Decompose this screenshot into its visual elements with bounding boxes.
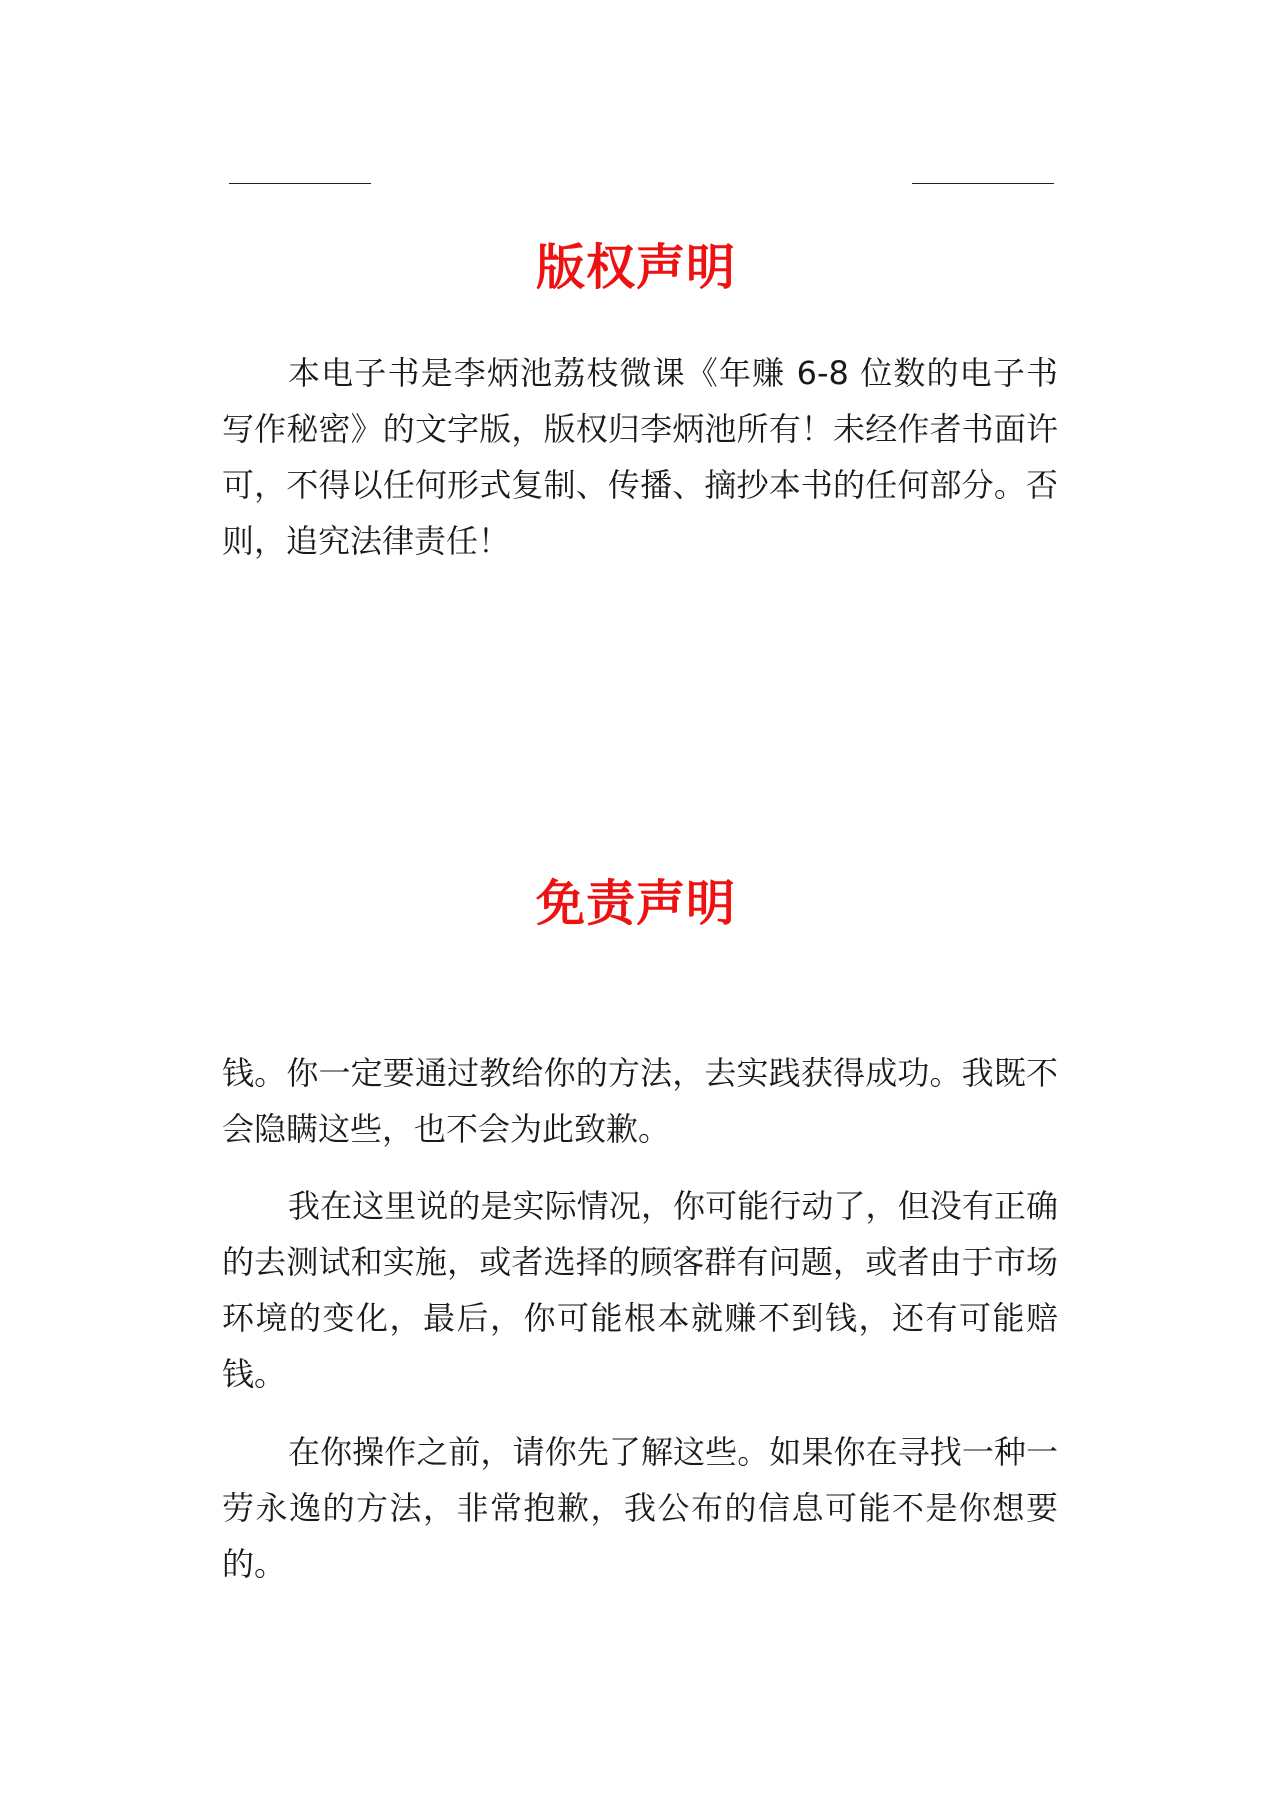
disclaimer-paragraph: 在你操作之前，请你先了解这些。如果你在寻找一种一劳永逸的方法，非常抱歉，我公布的信息可能不是你想要的。 <box>222 1433 1058 1583</box>
header-rule-left <box>229 183 371 184</box>
copyright-paragraph: 本电子书是李炳池荔枝微课《年赚 6-8 位数的电子书写作秘密》的文字版，版权归李炳池所有！未经作者书面许可，不得以任何形式复制、传播、摘抄本书的任何部分。否则，追究法律责任！ <box>222 354 1058 560</box>
disclaimer-paragraph: 我在这里说的是实际情况，你可能行动了，但没有正确的去测试和实施，或者选择的顾客群有问题，或者由于市场环境的变化，最后，你可能根本就赚不到钱，还有可能赔钱。 <box>222 1187 1058 1393</box>
copyright-heading: 版权声明 <box>535 239 736 296</box>
disclaimer-paragraph-continued: 钱。你一定要通过教给你的方法，去实践获得成功。我既不会隐瞒这些，也不会为此致歉。 <box>222 1054 1058 1148</box>
header-rule-right <box>912 183 1054 184</box>
disclaimer-heading: 免责声明 <box>535 875 736 932</box>
